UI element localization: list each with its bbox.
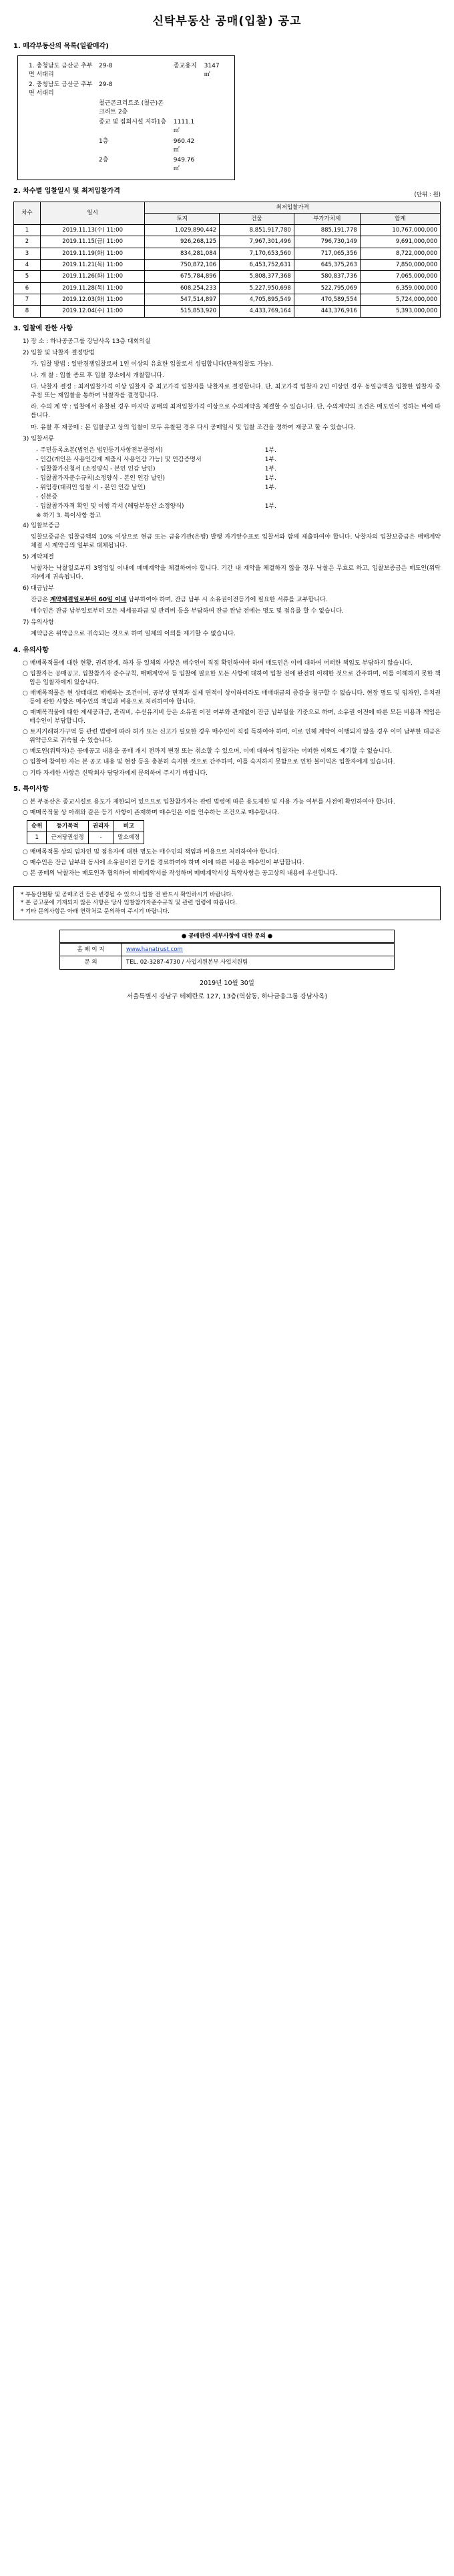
doc-count: 1부. bbox=[264, 484, 276, 491]
schedule-cell: 2019.11.19(화) 11:00 bbox=[40, 248, 144, 259]
schedule-cell: 926,268,125 bbox=[145, 236, 220, 248]
schedule-cell: 7 bbox=[14, 294, 41, 306]
schedule-cell: 608,254,233 bbox=[145, 282, 220, 294]
section-5-heading: 5. 특이사항 bbox=[13, 785, 49, 793]
schedule-cell: 2019.12.04(수) 11:00 bbox=[40, 306, 144, 317]
property-cell: 949.76㎡ bbox=[173, 156, 195, 172]
schedule-row bbox=[14, 248, 441, 259]
notice-item: ○ 입찰에 참여한 자는 본 공고 내용 및 현장 등을 충분히 숙지한 것으로 간주하며, 이를 숙지하지 못함으로 인한 불이익은 입찰자에게 있습니다. bbox=[23, 759, 395, 766]
registry-table bbox=[27, 820, 144, 844]
property-cell: 1111.1㎡ bbox=[173, 119, 195, 135]
doc-name: - 신분증 bbox=[36, 493, 58, 501]
notice-item: ○ 매매목적물에 대한 제세공과금, 관리비, 수선유지비 등은 소유권 이전 여부와 관계없이 잔금 납부일을 기준으로 하며, 소유권 이전에 따른 모든 비용과 책임은 매수인이 부담합니다. bbox=[23, 709, 441, 725]
note-line: * 본 공고문에 기재되지 않은 사항은 당사 입찰참가자준수규칙 및 관련 법령에 따릅니다. bbox=[21, 900, 238, 907]
schedule-cell: 7,967,301,496 bbox=[220, 236, 294, 248]
notice-page bbox=[7, 0, 447, 2556]
notice-item: ○ 매도인(위탁자)은 공매공고 내용을 공매 개시 전까지 변경 또는 취소할 수 있으며, 이에 대하여 입찰자는 어떠한 이의도 제기할 수 없습니다. bbox=[23, 748, 393, 755]
schedule-cell: 2019.11.15(금) 11:00 bbox=[40, 236, 144, 248]
property-cell bbox=[202, 155, 226, 174]
doc-count: 1부. bbox=[264, 474, 276, 482]
schedule-table bbox=[13, 202, 441, 318]
schedule-row bbox=[14, 294, 441, 306]
schedule-cell: 717,065,356 bbox=[294, 248, 360, 259]
s3-method-a: 가. 입찰 방법 : 일반경쟁입찰로써 1인 이상의 유효한 입찰로서 성립합니다(단독입찰도 가능). bbox=[31, 361, 274, 368]
section-2-heading: 2. 차수별 입찰일시 및 최저입찰가격 bbox=[13, 187, 120, 195]
doc-item bbox=[36, 493, 276, 502]
schedule-row bbox=[14, 225, 441, 236]
schedule-row bbox=[14, 282, 441, 294]
page-title: 신탁부동산 공매(입찰) 공고 bbox=[152, 15, 302, 28]
schedule-cell: 5,393,000,000 bbox=[360, 306, 440, 317]
registry-cell: 1 bbox=[27, 832, 47, 844]
property-row bbox=[26, 137, 226, 155]
schedule-cell: 4,705,895,549 bbox=[220, 294, 294, 306]
schedule-cell: 2019.11.21(목) 11:00 bbox=[40, 260, 144, 271]
special-item: ○ 매매목적물 상 아래와 같은 등기 사항이 존재하며 매수인은 이를 인수하는 조건으로 매수합니다. bbox=[23, 810, 280, 817]
registry-header: 등기목적 bbox=[47, 821, 88, 832]
property-cell: 종교 및 집회시설 지하1층 bbox=[99, 119, 167, 126]
col-date: 일시 bbox=[40, 202, 144, 225]
doc-item bbox=[36, 484, 276, 493]
company-address: 서울특별시 강남구 테헤란로 127, 13층(역삼동, 하나금융그룹 강남사옥) bbox=[126, 992, 328, 1000]
contact-box bbox=[59, 930, 395, 970]
schedule-cell: 796,730,149 bbox=[294, 236, 360, 248]
property-cell: 종교용지 bbox=[173, 63, 197, 70]
unit-label: (단위 : 원) bbox=[414, 192, 441, 199]
property-cell: 철근콘크리트조 (철근)콘크리트 2층 bbox=[99, 100, 164, 116]
notes-list bbox=[13, 659, 441, 778]
registry-header: 권리자 bbox=[88, 821, 114, 832]
inquiry-label: 문 의 bbox=[60, 956, 122, 969]
doc-name: - 인감(개인은 사용인감계 제출시 사용인감 가능) 및 인감증명서 bbox=[36, 456, 202, 463]
doc-count: 1부. bbox=[264, 465, 276, 472]
section-4-heading: 4. 유의사항 bbox=[13, 646, 49, 654]
doc-name: - 입찰참가자준수규칙(소정양식 - 본인 인감 날인) bbox=[36, 474, 166, 482]
schedule-cell: 6,359,000,000 bbox=[360, 282, 440, 294]
s3-docs-title: 3) 입찰서류 bbox=[23, 435, 54, 442]
col-vat: 부가가치세 bbox=[294, 213, 360, 224]
property-row bbox=[26, 80, 226, 99]
s3-contract-title: 5) 계약체결 bbox=[23, 554, 54, 561]
schedule-cell: 8 bbox=[14, 306, 41, 317]
schedule-row bbox=[14, 236, 441, 248]
property-row bbox=[26, 61, 226, 80]
property-row bbox=[26, 155, 226, 174]
col-total: 합계 bbox=[360, 213, 440, 224]
registry-cell: 근저당권설정 bbox=[47, 832, 88, 844]
s3-method-d: 라. 수의 계 약 : 입찰에서 유찰된 경우 마지막 공매의 최저입찰가격 이상으로 수의계약을 체결할 수 있습니다. 단, 수의계약의 조건은 매도인이 정하는 바에 따릅니다. bbox=[31, 404, 441, 420]
registry-row bbox=[27, 832, 144, 844]
schedule-row bbox=[14, 260, 441, 271]
property-cell bbox=[26, 117, 96, 136]
property-cell bbox=[171, 80, 202, 99]
doc-item bbox=[36, 465, 276, 474]
s3-method-c: 다. 낙찰자 결정 : 최저입찰가격 이상 입찰자 중 최고가격 입찰자를 낙찰자로 결정합니다. 단, 최고가격 입찰자 2인 이상인 경우 동일금액을 입찰한 입찰자 중 추첨 또는 재입찰을 통하여 낙찰자를 결정합니다. bbox=[31, 384, 441, 400]
schedule-cell: 547,514,897 bbox=[145, 294, 220, 306]
schedule-cell: 4,433,769,164 bbox=[220, 306, 294, 317]
property-cell: 2. 충청남도 금산군 추부면 서대리 bbox=[29, 81, 93, 97]
doc-name: - 입찰참가신청서 (소정양식 - 본인 인감 날인) bbox=[36, 465, 156, 472]
contact-table bbox=[60, 943, 394, 969]
doc-count: 1부. bbox=[264, 446, 276, 454]
property-cell: 1층 bbox=[99, 137, 109, 145]
registry-cell: 말소예정 bbox=[114, 832, 144, 844]
property-cell: 1. 충청남도 금산군 추부면 서대리 bbox=[29, 63, 93, 79]
schedule-cell: 470,589,554 bbox=[294, 294, 360, 306]
notice-item: ○ 토지거래허가구역 등 관련 법령에 따라 허가 또는 신고가 필요한 경우 매수인이 직접 득하여야 하며, 이로 인해 계약이 이행되지 않을 경우 이미 납부한 대금은 위약금으로 귀속될 수 있습니다. bbox=[23, 729, 441, 745]
section-1-heading: 1. 매각부동산의 목록(일괄매각) bbox=[13, 42, 109, 50]
notice-item: ○ 기타 자세한 사항은 신탁회사 담당자에게 문의하여 주시기 바랍니다. bbox=[23, 769, 208, 777]
schedule-cell: 2 bbox=[14, 236, 41, 248]
col-building: 건물 bbox=[220, 213, 294, 224]
notice-item: ○ 입찰자는 공매공고, 입찰참가자 준수규칙, 매매계약서 등 입찰에 필요한 모든 사항에 대하여 입찰 전에 완전히 이해한 것으로 간주하며, 이를 이해하지 못한 책임은 입찰자에게 있습니다. bbox=[23, 671, 441, 687]
s3-payment-title: 6) 대금납부 bbox=[23, 585, 54, 593]
special-item: ○ 본 부동산은 종교시설로 용도가 제한되어 있으므로 입찰참가자는 관련 법령에 따른 용도제한 및 사용 가능 여부를 사전에 확인하여야 합니다. bbox=[23, 799, 395, 806]
s3-deposit-title: 4) 입찰보증금 bbox=[23, 522, 60, 529]
note-line: * 기타 문의사항은 아래 연락처로 문의하여 주시기 바랍니다. bbox=[21, 908, 170, 915]
s3-caution-title: 7) 유의사항 bbox=[23, 619, 54, 627]
homepage-link[interactable]: www.hanatrust.com bbox=[126, 946, 183, 954]
notice-item: ○ 매매목적물에 대한 현황, 권리관계, 하자 등 일체의 사항은 매수인이 직접 확인하여야 하며 매도인은 이에 대하여 어떠한 책임도 부담하지 않습니다. bbox=[23, 660, 413, 667]
schedule-cell: 7,850,000,000 bbox=[360, 260, 440, 271]
docs-list bbox=[13, 446, 441, 511]
special-list-2 bbox=[13, 848, 441, 878]
property-cell: 2층 bbox=[99, 156, 109, 164]
schedule-row bbox=[14, 271, 441, 282]
property-cell bbox=[26, 155, 96, 174]
col-min-price: 최저입찰가격 bbox=[145, 202, 441, 213]
property-cell: 29-8 bbox=[99, 81, 113, 89]
property-cell bbox=[26, 99, 96, 117]
schedule-cell: 885,191,778 bbox=[294, 225, 360, 236]
schedule-cell: 9,691,000,000 bbox=[360, 236, 440, 248]
schedule-cell: 834,281,084 bbox=[145, 248, 220, 259]
schedule-cell: 1 bbox=[14, 225, 41, 236]
section-3-heading: 3. 입찰에 관한 사항 bbox=[13, 324, 73, 332]
schedule-cell: 6,453,752,631 bbox=[220, 260, 294, 271]
schedule-cell: 7,170,653,560 bbox=[220, 248, 294, 259]
special-list bbox=[13, 798, 441, 818]
property-row bbox=[26, 117, 226, 136]
schedule-cell: 2019.11.26(화) 11:00 bbox=[40, 271, 144, 282]
s3-payment-text-2: 매수인은 잔금 납부일로부터 모든 제세공과금 및 관리비 등을 부담하며 잔금 완납 전에는 명도 및 점유를 할 수 없습니다. bbox=[31, 608, 344, 615]
notice-item: ○ 매매목적물은 현 상태대로 매매하는 조건이며, 공부상 면적과 실제 면적이 상이하더라도 매매대금의 증감을 청구할 수 없습니다. 현장 명도 및 임차인, 유치권 등에 관한 사항은 매수인의 책임과 비용으로 처리하여야 합니다. bbox=[23, 690, 441, 706]
schedule-cell: 515,853,920 bbox=[145, 306, 220, 317]
schedule-cell: 750,872,106 bbox=[145, 260, 220, 271]
docs-note: ※ 하기 3. 특이사항 참고 bbox=[36, 512, 101, 519]
property-table bbox=[26, 61, 226, 174]
schedule-cell: 2019.11.13(수) 11:00 bbox=[40, 225, 144, 236]
doc-name: - 위임장(대리인 입찰 시 - 본인 인감 날인) bbox=[36, 484, 146, 491]
property-cell bbox=[171, 99, 202, 117]
schedule-cell: 8,722,000,000 bbox=[360, 248, 440, 259]
property-cell bbox=[26, 137, 96, 155]
property-cell bbox=[202, 99, 226, 117]
s3-payment-text: 잔금은 계약체결일로부터 60일 이내 납부하여야 하며, 잔금 납부 시 소유권이전등기에 필요한 서류를 교부합니다. bbox=[31, 597, 328, 604]
s3-place: 1) 장 소 : 하나공공그룹 강남사옥 13층 대회의실 bbox=[23, 338, 151, 346]
doc-item bbox=[36, 503, 276, 511]
schedule-cell: 2019.12.03(화) 11:00 bbox=[40, 294, 144, 306]
inquiry-value: TEL. 02-3287-4730 / 사업지원본부 사업지원팀 bbox=[122, 956, 395, 969]
doc-item bbox=[36, 456, 276, 464]
s3-method-b: 나. 개 찰 : 입찰 종료 후 입찰 장소에서 개찰합니다. bbox=[31, 372, 164, 380]
doc-name: - 입찰참가자격 확인 및 이행 각서 (해당부동산 소정양식) bbox=[36, 503, 184, 510]
property-row bbox=[26, 99, 226, 117]
special-item: ○ 매매목적물 상의 임차인 및 점유자에 대한 명도는 매수인의 책임과 비용으로 처리하여야 합니다. bbox=[23, 848, 280, 856]
doc-count: 1부. bbox=[264, 503, 276, 510]
property-cell: 960.42㎡ bbox=[173, 137, 195, 153]
schedule-cell: 580,837,736 bbox=[294, 271, 360, 282]
notice-box bbox=[13, 886, 441, 920]
schedule-cell: 443,376,916 bbox=[294, 306, 360, 317]
registry-cell: - bbox=[88, 832, 114, 844]
schedule-cell: 5,808,377,368 bbox=[220, 271, 294, 282]
schedule-cell: 4 bbox=[14, 260, 41, 271]
payment-deadline: 계약체결일로부터 60일 이내 bbox=[49, 597, 127, 604]
contact-head: ● 공매관련 세부사항에 대한 문의 ● bbox=[60, 930, 394, 943]
schedule-cell: 5 bbox=[14, 271, 41, 282]
special-item: ○ 본 공매의 낙찰자는 매도인과 협의하여 매매계약서를 작성하며 매매계약서상 특약사항은 공고상의 내용에 우선합니다. bbox=[23, 870, 338, 877]
schedule-cell: 5,724,000,000 bbox=[360, 294, 440, 306]
schedule-cell: 3 bbox=[14, 248, 41, 259]
s3-deposit-text: 입찰보증금은 입찰금액의 10% 이상으로 현금 또는 금융기관(은행) 발행 자기앞수표로 입찰서와 함께 제출하여야 합니다. 낙찰자의 입찰보증금은 매매계약 체결 시 계약금의 일부로 대체됩니다. bbox=[31, 534, 441, 550]
schedule-cell: 522,795,069 bbox=[294, 282, 360, 294]
doc-name: - 주민등록초본(법인은 법인등기사항전부증명서) bbox=[36, 446, 163, 454]
schedule-cell: 6 bbox=[14, 282, 41, 294]
schedule-cell: 7,065,000,000 bbox=[360, 271, 440, 282]
col-land: 토지 bbox=[145, 213, 220, 224]
doc-item bbox=[36, 446, 276, 455]
schedule-cell: 10,767,000,000 bbox=[360, 225, 440, 236]
notice-date: 2019년 10월 30일 bbox=[200, 979, 254, 987]
schedule-cell: 8,851,917,780 bbox=[220, 225, 294, 236]
property-cell bbox=[202, 117, 226, 136]
property-cell: 3147㎡ bbox=[204, 63, 220, 79]
homepage-label: 홈 페 이 지 bbox=[60, 944, 122, 956]
s3-method-e: 마. 유찰 후 재공매 : 본 입찰공고 상의 입찰이 모두 유찰된 경우 다시 공매일시 및 입찰 조건을 정하여 재공고 할 수 있습니다. bbox=[31, 424, 356, 431]
property-list-box bbox=[17, 55, 235, 180]
registry-header: 비고 bbox=[114, 821, 144, 832]
note-line: * 부동산현황 및 공매조건 등은 변경될 수 있으니 입찰 전 반드시 확인하시기 바랍니다. bbox=[21, 891, 234, 898]
registry-header: 순위 bbox=[27, 821, 47, 832]
property-cell bbox=[202, 80, 226, 99]
doc-item bbox=[36, 474, 276, 483]
schedule-cell: 1,029,890,442 bbox=[145, 225, 220, 236]
property-cell bbox=[202, 137, 226, 155]
schedule-row bbox=[14, 306, 441, 317]
schedule-cell: 5,227,950,698 bbox=[220, 282, 294, 294]
doc-count: 1부. bbox=[264, 456, 276, 463]
schedule-cell: 2019.11.28(목) 11:00 bbox=[40, 282, 144, 294]
schedule-cell: 645,375,263 bbox=[294, 260, 360, 271]
schedule-cell: 675,784,896 bbox=[145, 271, 220, 282]
special-item: ○ 매수인은 잔금 납부와 동시에 소유권이전 등기를 경료하여야 하며 이에 따른 비용은 매수인이 부담합니다. bbox=[23, 859, 304, 866]
s3-caution-text: 계약금은 위약금으로 귀속되는 것으로 하며 일체의 이의를 제기할 수 없습니다. bbox=[31, 631, 236, 638]
s3-method-title: 2) 입찰 및 낙찰자 결정방법 bbox=[23, 350, 95, 357]
col-round: 차수 bbox=[14, 202, 41, 225]
property-cell: 29-8 bbox=[99, 63, 113, 70]
s3-contract-text: 낙찰자는 낙찰일로부터 3영업일 이내에 매매계약을 체결하여야 합니다. 기간 내 계약을 체결하지 않을 경우 낙찰은 무효로 하고, 입찰보증금은 매도인(위탁자)에게 귀속됩니다. bbox=[31, 565, 441, 581]
